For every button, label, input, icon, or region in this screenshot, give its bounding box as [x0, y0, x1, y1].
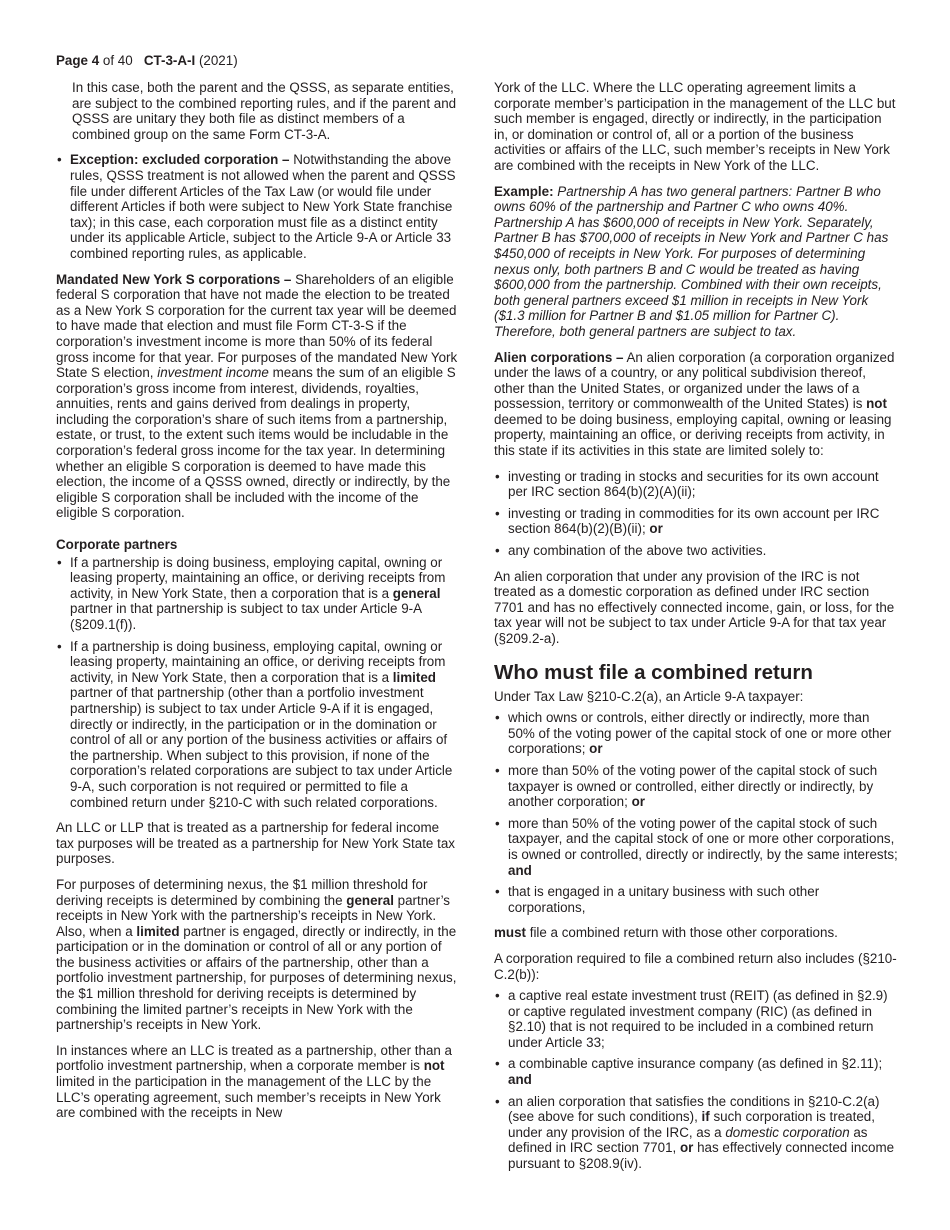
mandated-s-paragraph [56, 272, 460, 522]
general-partner-item [56, 555, 460, 633]
not-term: not [866, 396, 887, 412]
corporate-partners-list [56, 555, 460, 811]
llc-continued-paragraph: York of the LLC. Where the LLC operating agreement limits a corporate member’s participation in the management of the LLC but such member is engaged, directly or indirectly, in the participation in, or domination or control of, all or a portion of the business activities or affairs of the LLC, such member’s receipts in New York are combined with the receipts in New York of the LLC. [494, 80, 896, 173]
combined-conditions-list [494, 710, 898, 915]
list-item [494, 816, 898, 878]
list-text: If a partnership is doing business, employing capital, owning or leasing property, maintaining an office, or deriving receipts from activity, in New York State, then a corporation that is a [70, 638, 446, 685]
or-term: or [631, 794, 645, 810]
paragraph-text: An alien corporation (a corporation organized under the laws of a country, or any political subdivision thereof, other than the United States, or organized under the laws of a possession, territory or commonwealth of the United States) is [494, 349, 895, 412]
list-text: more than 50% of the voting power of the capital stock of such taxpayer, and the capital stock of one or more other corporations, is owned or controlled, directly or indirectly, by the same interests; [508, 815, 898, 862]
nexus-paragraph [56, 877, 460, 1033]
alien-activities-list [494, 469, 898, 559]
general-term: general [392, 585, 441, 601]
also-includes-list [494, 988, 898, 1172]
limited-partner-item [56, 639, 460, 811]
paragraph-text: partner is engaged, directly or indirectly, in the participation or in the domination or control of all or any portion of the business activities or affairs of the partnership, other than a portfolio investment partnership, for purposes of determining nexus, the $1 million threshold for deriving receipts is determined by combining the limited partner’s receipts in New York with the partnership’s receipts in New York. [56, 923, 457, 1033]
list-item [494, 1056, 898, 1087]
example-paragraph [494, 184, 898, 340]
form-name: CT-3-A-I [143, 53, 196, 68]
page-number: Page 4 [56, 53, 100, 68]
alien-domestic-paragraph: An alien corporation that under any provision of the IRC is not treated as a domestic corporation as defined under IRC section 7701 and has no effectively connected income, gain, or loss, for the tax year will not be subject to tax under Article 9-A for that tax year (§209.2-a). [494, 568, 895, 646]
mandated-s-text-cont: means the sum of an eligible S corporation’s gross income from interest, dividends, royalties, annuities, rents and gains derived from dealings in property, including the corporation’s share of such items from a partnership, estate, or trust, to the extent such items would be includable in the corporation’s federal gross income for the tax year. In determining whether an eligible S corporation is deemed to have made this election, the income of a QSSS owned, directly or indirectly, by the eligible S corporation shall be included with the income of the eligible S corporation. [56, 365, 456, 521]
example-text: Partnership A has two general partners: Partner B who owns 60% of the partnership and Partner C who owns 40%. Partnership A has $600,000 of receipts in New York. Separately, Partner B has $700,000 of receipts in New York and Partner C has $450,000 of receipts in New York. For purposes of determining nexus only, both partners B and C would be treated as having $600,000 from the partnership. Combined with their own receipts, both general partners exceed $1 million in receipts in New York ($1.3 million for Partner B and $1.05 million for Partner C). Therefore, both general partners are subject to tax. [494, 183, 889, 339]
list-item [494, 710, 898, 757]
llc-instances-paragraph [56, 1043, 460, 1121]
list-text: partner of that partnership (other than a portfolio investment partnership) is subject to tax under Article 9-A if it is engaged, directly or indirectly, in the participation or in the domination or control of all or any portion of the business activities or affairs of the partnership. When subject to this provision, if none of the corporation’s related corporations are subject to tax under Article 9-A, such corporation is not required or permitted to file a combined return under §210-C with such related corporations. [70, 685, 453, 810]
and-term: and [508, 862, 532, 878]
or-term: or [589, 741, 603, 757]
investment-income-term: investment income [157, 365, 269, 381]
list-text: has effectively connected income pursuant to §208.9(iv). [508, 1140, 895, 1172]
list-item: • investing or trading in stocks and securities for its own account per IRC section 864(b)(2)(A)(ii); [494, 469, 898, 500]
limited-term: limited [392, 669, 436, 685]
qsss-intro-paragraph: In this case, both the parent and the QSSS, as separate entities, are subject to the combined reporting rules, and if the parent and QSSS are unitary they both file as distinct members of a combined group on the same Form CT-3-A. [72, 80, 457, 142]
mandated-s-title: Mandated New York S corporations – [56, 271, 292, 287]
list-item: • a captive real estate investment trust (REIT) (as defined in §2.9) or captive regulated investment company (RIC) (as defined in §2.10) that is not required to be included in a combined return under Article 33; [494, 988, 898, 1050]
page-total: of 40 [102, 53, 133, 68]
or-term: or [649, 521, 663, 537]
list-text: more than 50% of the voting power of the capital stock of such taxpayer is owned or controlled, either directly or indirectly, by another corporation; [508, 762, 878, 810]
list-text: a combinable captive insurance company (as defined in §2.11); [508, 1056, 883, 1072]
combined-intro: Under Tax Law §210-C.2(a), an Article 9-A taxpayer: [494, 688, 804, 704]
exception-item [56, 152, 460, 261]
paragraph-text: In instances where an LLC is treated as a partnership, other than a portfolio investment partnership, when a corporate member is [56, 1042, 453, 1074]
paragraph-text: For purposes of determining nexus, the $1 million threshold for deriving receipts is determined by combining the [56, 876, 428, 908]
limited-term: limited [136, 923, 180, 939]
paragraph-text: partner’s receipts in New York with the partnership’s receipts in New York. Also, when a [56, 892, 450, 939]
if-term: if [701, 1109, 710, 1125]
list-text: which owns or controls, either directly or indirectly, more than 50% of the voting power of the capital stock of one or more other corporations; [508, 710, 892, 757]
corporate-partners-heading: Corporate partners [56, 537, 178, 553]
not-term: not [423, 1058, 445, 1074]
paragraph-text: deemed to be doing business, employing capital, owning or leasing property, maintaining an office, or deriving receipts from activity, in this state if its activities in this state are limited solely to: [494, 411, 892, 459]
paragraph-text: limited in the participation in the management of the LLC by the LLC’s operating agreement, such member’s receipts in New York are combined with the receipts in New [56, 1074, 441, 1121]
exception-list [56, 152, 460, 261]
or-term: or [679, 1140, 694, 1156]
exception-text: Notwithstanding the above rules, QSSS treatment is not allowed when the parent and QSSS file under different Articles of the Tax Law (or would file under different Articles if both were subject to New York State franchise tax); in this case, each corporation must file as a distinct entity under its applicable Article, subject to the Article 9-A or Article 33 combined reporting rules, as applicable. [70, 152, 456, 261]
alien-corporations-paragraph [494, 350, 898, 459]
list-text: an alien corporation that satisfies the conditions in §210-C.2(a) (see above for such conditions), [508, 1093, 880, 1125]
paragraph-text: file a combined return with those other corporations. [526, 925, 838, 941]
list-text: as defined in IRC section 7701, [508, 1124, 868, 1156]
general-term: general [346, 892, 394, 908]
page-header [56, 53, 238, 69]
mandated-s-text: Shareholders of an eligible federal S corporation that have not made the election to be treated as a New York S corporation for the current tax year will be deemed to have made that election and must file Form CT-3-S if the corporation’s investment income is more than 50% of its federal gross income for that year. For purposes of the mandated New York State S election, [56, 271, 458, 381]
left-column [56, 80, 460, 1131]
right-column [494, 80, 898, 1182]
alien-corporations-title: Alien corporations – [494, 349, 624, 365]
combined-return-heading: Who must file a combined return [494, 660, 813, 684]
domestic-corporation-term: domestic corporation [725, 1124, 850, 1140]
list-text: such corporation is treated, under any provision of the IRC, as a [508, 1109, 875, 1140]
form-year: (2021) [198, 53, 238, 68]
list-item: • that is engaged in a unitary business with such other corporations, [494, 884, 898, 915]
list-text: investing or trading in commodities for its own account per IRC section 864(b)(2)(B)(ii); [508, 505, 880, 537]
list-item: • any combination of the above two activities. [494, 543, 898, 559]
list-item [494, 763, 898, 810]
list-text: partner in that partnership is subject to tax under Article 9-A (§209.1(f)). [70, 601, 422, 632]
must-term: must [494, 925, 526, 941]
exception-title: Exception: excluded corporation – [70, 152, 290, 168]
llc-paragraph: An LLC or LLP that is treated as a partnership for federal income tax purposes will be treated as a partnership for New York State tax purposes. [56, 820, 455, 867]
list-item [494, 1094, 898, 1172]
list-text: If a partnership is doing business, employing capital, owning or leasing property, maintaining an office, or deriving receipts from activity, in New York State, then a corporation that is a [70, 554, 446, 601]
also-includes-paragraph: A corporation required to file a combined return also includes (§210-C.2(b)): [494, 950, 897, 982]
and-term: and [508, 1072, 532, 1088]
example-label: Example: [494, 183, 554, 199]
must-file-paragraph [494, 925, 898, 941]
list-item [494, 506, 898, 537]
